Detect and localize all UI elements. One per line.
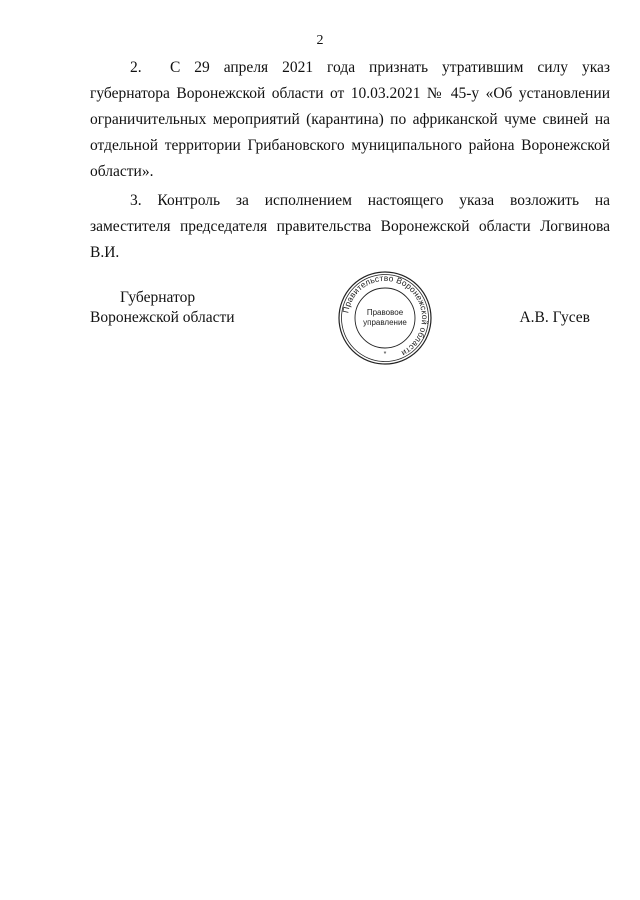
signer-position-line1: Губернатор (120, 289, 196, 306)
signer-position-line2: Воронежской области (90, 309, 235, 326)
document-body (90, 55, 610, 266)
paragraph-2-text: С 29 апреля 2021 года признать утратившим силу указ губернатора Воронежской области от 10.03.2021 № 45-у «Об установлении ограничительных мероприятий (карантина) по африканской чуме свиней на отдельной территории Грибановского муниципального района Воронежской области». (90, 59, 610, 180)
stamp-seal-icon (337, 270, 433, 366)
signer-position (90, 288, 235, 328)
official-stamp (337, 270, 433, 366)
paragraph-2 (90, 55, 610, 185)
stamp-inner-line1: Правовое (366, 308, 404, 317)
signer-name: А.В. Гусев (519, 309, 590, 326)
paragraph-2-number: 2. (130, 59, 142, 76)
stamp-inner-line2: управление (363, 318, 407, 327)
stamp-outer-text: Правительство Воронежской области (340, 272, 431, 359)
stamp-star: * (383, 351, 387, 358)
paragraph-3: 3. Контроль за исполнением настоящего указа возложить на заместителя председателя правительства Воронежской области Логвинова В.И. (90, 192, 610, 261)
page-number: 2 (316, 33, 324, 48)
